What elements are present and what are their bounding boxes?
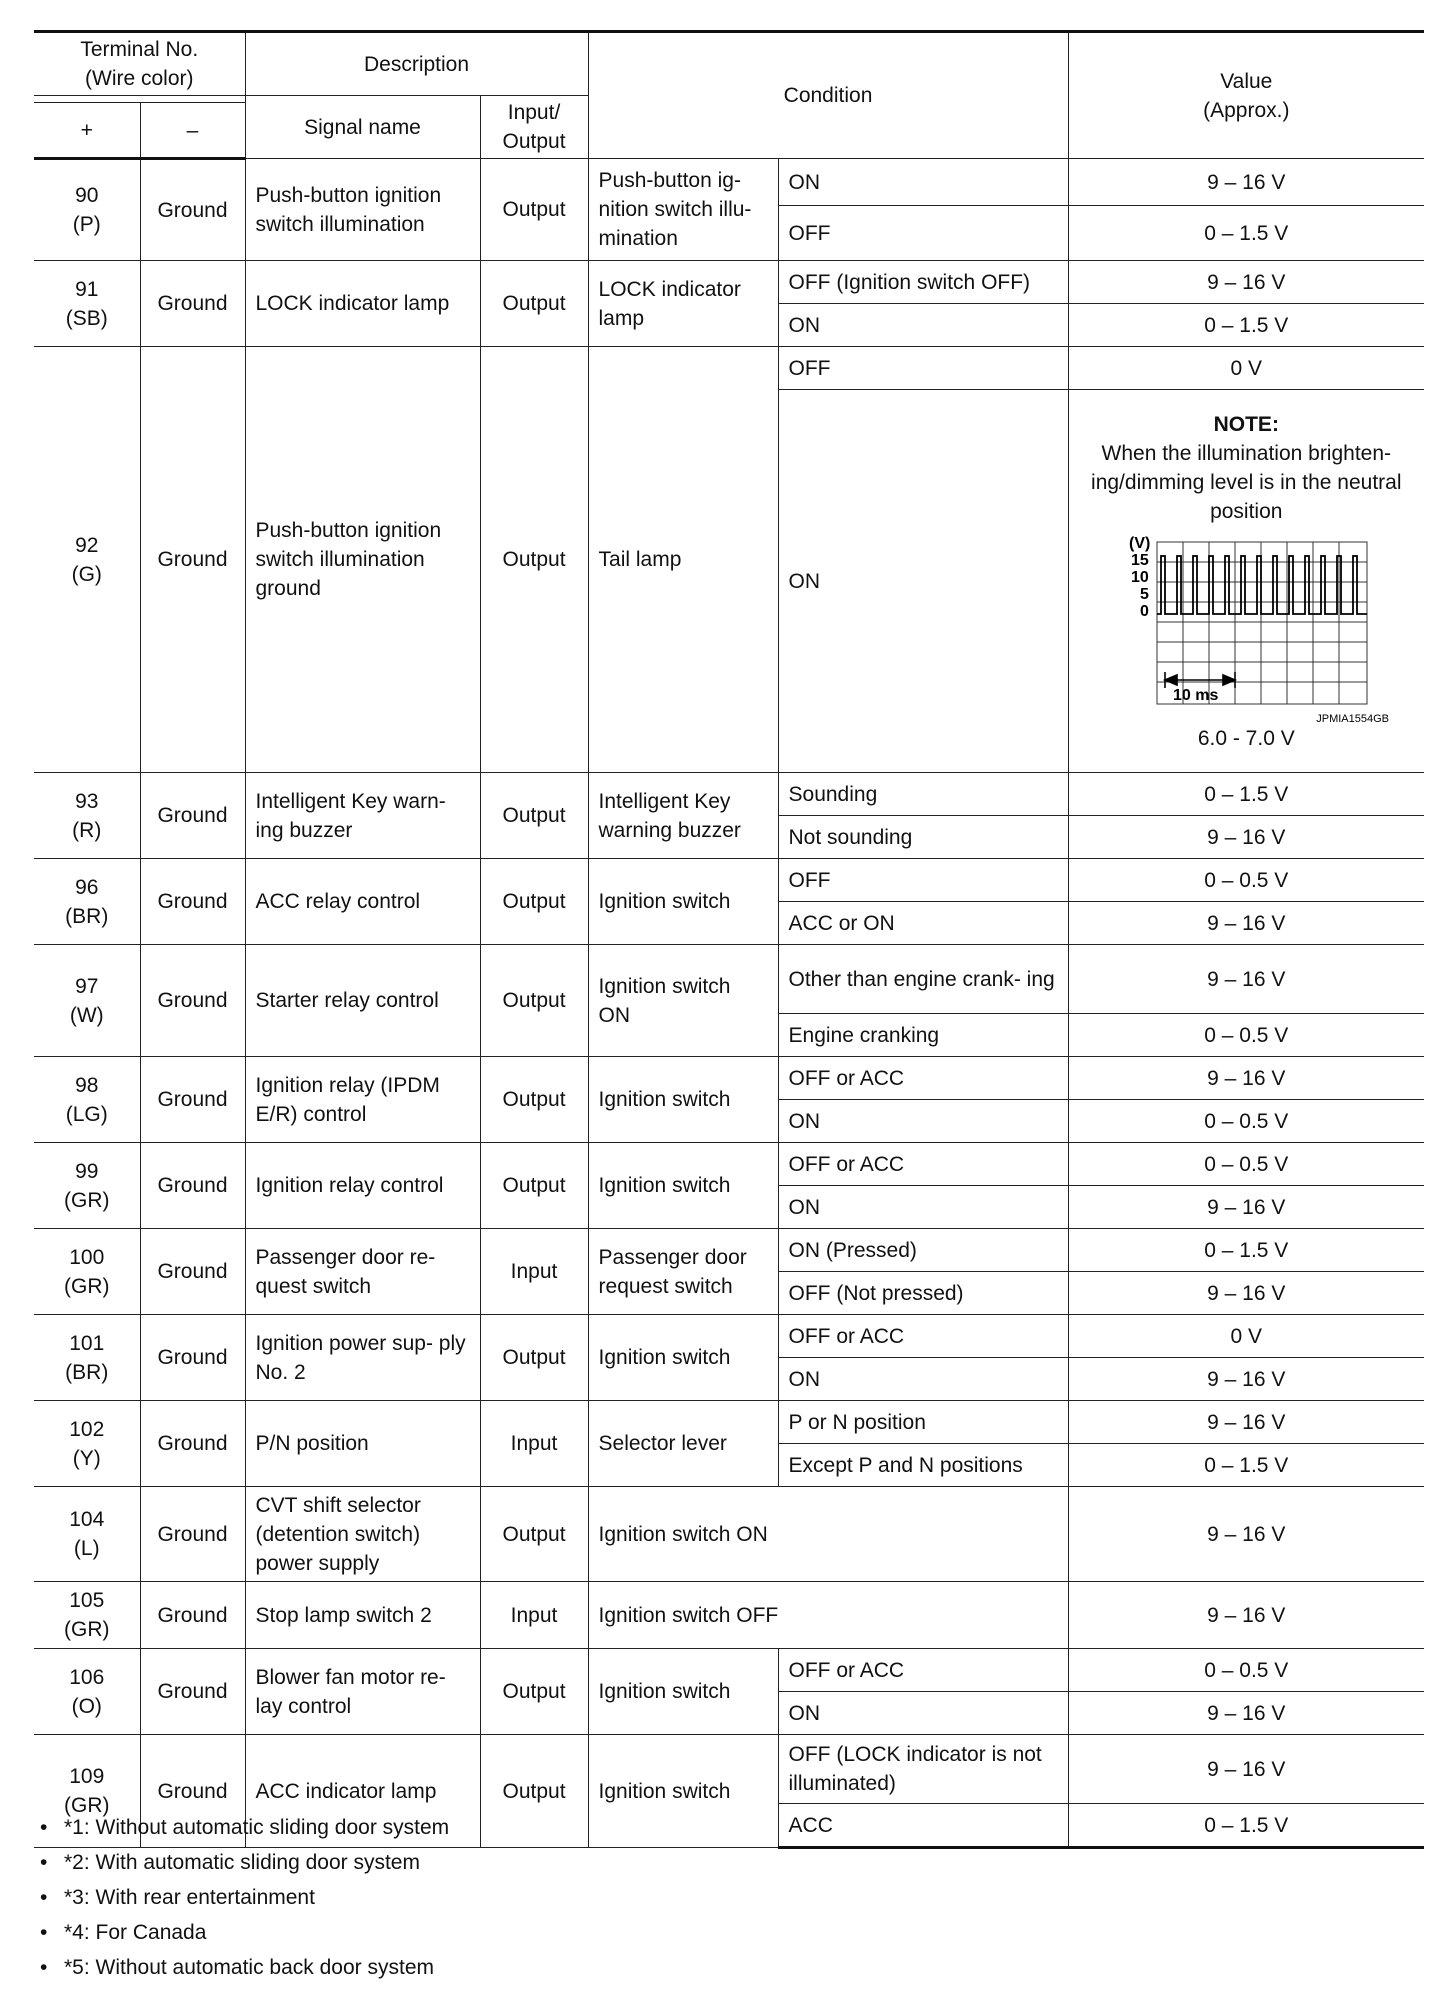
figure-code: JPMIA1554GB xyxy=(1316,712,1390,724)
footnote-item: • *1: Without automatic sliding door system xyxy=(40,1810,449,1845)
state-cell: ON xyxy=(778,159,1068,206)
time-scale-label: 10 ms xyxy=(1173,686,1219,704)
input-output-header: Input/ Output xyxy=(480,96,588,159)
signal-name-cell: Stop lamp switch 2 xyxy=(245,1582,480,1649)
note-title: NOTE: xyxy=(1213,412,1279,436)
note-value-cell xyxy=(1068,390,1424,773)
terminal-cell: 96 (BR) xyxy=(34,859,140,945)
condition-cell: Passenger door request switch xyxy=(588,1229,778,1315)
terminal-cell: 97 (W) xyxy=(34,945,140,1057)
state-cell: ACC or ON xyxy=(778,902,1068,945)
signal-name-cell: P/N position xyxy=(245,1401,480,1487)
terminal-no-label: Terminal No. xyxy=(80,38,199,61)
condition-cell: Ignition switch xyxy=(588,1315,778,1401)
footnote-item: • *4: For Canada xyxy=(40,1915,449,1950)
ground-cell: Ground xyxy=(140,159,245,261)
signal-name-cell: Starter relay control xyxy=(245,945,480,1057)
table-row xyxy=(34,1401,1424,1444)
signal-name-cell: Ignition power sup- ply No. 2 xyxy=(245,1315,480,1401)
value-cell: 9 – 16 V xyxy=(1068,1186,1424,1229)
ground-cell: Ground xyxy=(140,1487,245,1582)
table-row xyxy=(34,261,1424,304)
value-label: Value xyxy=(1220,69,1273,93)
footnote-item: • *3: With rear entertainment xyxy=(40,1880,449,1915)
table-row xyxy=(34,1582,1424,1649)
signal-name-cell: Passenger door re- quest switch xyxy=(245,1229,480,1315)
state-cell: OFF or ACC xyxy=(778,1649,1068,1692)
ground-cell: Ground xyxy=(140,1649,245,1735)
io-cell: Input xyxy=(480,1401,588,1487)
condition-cell: LOCK indicator lamp xyxy=(588,261,778,347)
signal-name-cell: Push-button ignition switch illumination ground xyxy=(245,347,480,773)
state-cell: OFF (LOCK indicator is not illuminated) xyxy=(778,1735,1068,1804)
condition-cell: Ignition switch xyxy=(588,1735,778,1848)
state-cell: OFF xyxy=(778,859,1068,902)
io-cell: Output xyxy=(480,261,588,347)
description-header: Description xyxy=(245,32,588,96)
minus-header: – xyxy=(140,103,245,159)
io-cell: Output xyxy=(480,159,588,261)
state-cell: OFF or ACC xyxy=(778,1143,1068,1186)
condition-header: Condition xyxy=(588,32,1068,159)
io-cell: Input xyxy=(480,1582,588,1649)
value-cell: 0 – 1.5 V xyxy=(1068,1229,1424,1272)
signal-name-cell: LOCK indicator lamp xyxy=(245,261,480,347)
terminal-cell: 92 (G) xyxy=(34,347,140,773)
value-cell: 9 – 16 V xyxy=(1068,816,1424,859)
value-cell: 9 – 16 V xyxy=(1068,159,1424,206)
terminal-cell: 109 (GR) xyxy=(34,1735,140,1848)
io-cell: Input xyxy=(480,1229,588,1315)
state-cell: ON xyxy=(778,304,1068,347)
value-cell: 9 – 16 V xyxy=(1068,1582,1424,1649)
graph-y-tick: 15 xyxy=(1131,551,1150,569)
table-row xyxy=(34,773,1424,816)
condition-cell: Tail lamp xyxy=(588,347,778,773)
signal-name-cell: Ignition relay (IPDM E/R) control xyxy=(245,1057,480,1143)
terminal-cell: 90 (P) xyxy=(34,159,140,261)
value-cell: 0 – 1.5 V xyxy=(1068,206,1424,261)
condition-cell: Ignition switch xyxy=(588,859,778,945)
value-cell: 9 – 16 V xyxy=(1068,1358,1424,1401)
terminal-cell: 99 (GR) xyxy=(34,1143,140,1229)
state-cell: P or N position xyxy=(778,1401,1068,1444)
ground-cell: Ground xyxy=(140,1582,245,1649)
value-cell: 9 – 16 V xyxy=(1068,902,1424,945)
io-cell: Output xyxy=(480,859,588,945)
value-cell: 9 – 16 V xyxy=(1068,1272,1424,1315)
value-cell: 0 – 0.5 V xyxy=(1068,1100,1424,1143)
graph-y-tick: 5 xyxy=(1140,585,1150,603)
state-cell: Not sounding xyxy=(778,816,1068,859)
terminal-cell: 105 (GR) xyxy=(34,1582,140,1649)
io-cell: Output xyxy=(480,1315,588,1401)
signal-name-cell: ACC relay control xyxy=(245,859,480,945)
state-cell: OFF or ACC xyxy=(778,1057,1068,1100)
state-cell: ON (Pressed) xyxy=(778,1229,1068,1272)
table-row xyxy=(34,1057,1424,1100)
value-cell: 0 – 1.5 V xyxy=(1068,304,1424,347)
table-row xyxy=(34,159,1424,206)
footnote-item: • *5: Without automatic back door system xyxy=(40,1950,449,1985)
condition-cell: Ignition switch xyxy=(588,1143,778,1229)
ground-cell: Ground xyxy=(140,347,245,773)
terminal-no-header xyxy=(34,32,245,96)
signal-name-cell: Blower fan motor re- lay control xyxy=(245,1649,480,1735)
table-row xyxy=(34,347,1424,390)
pulse-waveform-graph xyxy=(1101,532,1391,724)
table-row xyxy=(34,859,1424,902)
ground-cell: Ground xyxy=(140,1057,245,1143)
value-cell: 0 – 0.5 V xyxy=(1068,859,1424,902)
state-cell: ACC xyxy=(778,1804,1068,1848)
ground-cell: Ground xyxy=(140,1229,245,1315)
terminal-cell: 100 (GR) xyxy=(34,1229,140,1315)
state-cell: Sounding xyxy=(778,773,1068,816)
state-cell: OFF or ACC xyxy=(778,1315,1068,1358)
condition-cell: Ignition switch xyxy=(588,1057,778,1143)
signal-name-header: Signal name xyxy=(245,96,480,159)
value-cell: 9 – 16 V xyxy=(1068,261,1424,304)
time-span-arrow xyxy=(1165,672,1235,688)
table-row xyxy=(34,1315,1424,1358)
state-cell: Other than engine crank- ing xyxy=(778,945,1068,1014)
ground-cell: Ground xyxy=(140,945,245,1057)
table-row xyxy=(34,1649,1424,1692)
terminal-cell: 104 (L) xyxy=(34,1487,140,1582)
ground-cell: Ground xyxy=(140,1401,245,1487)
ground-cell: Ground xyxy=(140,773,245,859)
signal-name-cell: Intelligent Key warn- ing buzzer xyxy=(245,773,480,859)
table-row xyxy=(34,1487,1424,1582)
condition-cell: Intelligent Key warning buzzer xyxy=(588,773,778,859)
footnote-item: • *2: With automatic sliding door system xyxy=(40,1845,449,1880)
table-row xyxy=(34,1735,1424,1804)
wire-color-label: (Wire color) xyxy=(85,67,194,90)
value-text: 6.0 - 7.0 V xyxy=(1197,726,1295,750)
state-cell: OFF xyxy=(778,206,1068,261)
graph-y-tick: 10 xyxy=(1131,568,1150,586)
state-cell: OFF xyxy=(778,347,1068,390)
value-cell: 9 – 16 V xyxy=(1068,1487,1424,1582)
approx-label: (Approx.) xyxy=(1203,98,1290,122)
state-cell: OFF (Ignition switch OFF) xyxy=(778,261,1068,304)
condition-cell: Ignition switch xyxy=(588,1649,778,1735)
signal-name-cell: Push-button ignition switch illumination xyxy=(245,159,480,261)
io-cell: Output xyxy=(480,945,588,1057)
state-cell: Except P and N positions xyxy=(778,1444,1068,1487)
table-row xyxy=(34,945,1424,1014)
value-header xyxy=(1068,32,1424,159)
terminal-cell: 98 (LG) xyxy=(34,1057,140,1143)
ground-cell: Ground xyxy=(140,1735,245,1848)
plus-header: + xyxy=(34,103,140,159)
value-cell: 0 V xyxy=(1068,1315,1424,1358)
state-cell: ON xyxy=(778,1358,1068,1401)
io-cell: Output xyxy=(480,773,588,859)
value-cell: 0 – 0.5 V xyxy=(1068,1649,1424,1692)
io-cell: Output xyxy=(480,1649,588,1735)
condition-cell: Ignition switch ON xyxy=(588,945,778,1057)
condition-cell: Selector lever xyxy=(588,1401,778,1487)
io-cell: Output xyxy=(480,1735,588,1848)
condition-cell: Ignition switch OFF xyxy=(588,1582,1068,1649)
graph-y-tick: 0 xyxy=(1140,602,1150,620)
ground-cell: Ground xyxy=(140,859,245,945)
io-cell: Output xyxy=(480,1057,588,1143)
value-cell: 9 – 16 V xyxy=(1068,1057,1424,1100)
value-cell: 0 – 1.5 V xyxy=(1068,1804,1424,1848)
value-cell: 9 – 16 V xyxy=(1068,945,1424,1014)
value-cell: 0 – 1.5 V xyxy=(1068,1444,1424,1487)
terminal-spec-table xyxy=(34,30,1424,1849)
value-cell: 0 V xyxy=(1068,347,1424,390)
condition-cell: Push-button ig- nition switch illu- mination xyxy=(588,159,778,261)
signal-name-cell: Ignition relay control xyxy=(245,1143,480,1229)
value-cell: 0 – 0.5 V xyxy=(1068,1143,1424,1186)
value-cell: 0 – 1.5 V xyxy=(1068,773,1424,816)
terminal-cell: 93 (R) xyxy=(34,773,140,859)
signal-name-cell: CVT shift selector (detention switch) power supply xyxy=(245,1487,480,1582)
state-cell: Engine cranking xyxy=(778,1014,1068,1057)
io-cell: Output xyxy=(480,1143,588,1229)
pulse-waveform-line xyxy=(1157,556,1367,614)
io-cell: Output xyxy=(480,1487,588,1582)
value-cell: 0 – 0.5 V xyxy=(1068,1014,1424,1057)
condition-cell: Ignition switch ON xyxy=(588,1487,1068,1582)
ground-cell: Ground xyxy=(140,1143,245,1229)
ground-cell: Ground xyxy=(140,261,245,347)
state-cell: ON xyxy=(778,390,1068,773)
value-cell: 9 – 16 V xyxy=(1068,1401,1424,1444)
state-cell: ON xyxy=(778,1100,1068,1143)
terminal-header-spacer xyxy=(34,96,245,103)
terminal-cell: 91 (SB) xyxy=(34,261,140,347)
state-cell: OFF (Not pressed) xyxy=(778,1272,1068,1315)
io-cell: Output xyxy=(480,347,588,773)
state-cell: ON xyxy=(778,1692,1068,1735)
state-cell: ON xyxy=(778,1186,1068,1229)
table-row xyxy=(34,1229,1424,1272)
signal-name-cell: ACC indicator lamp xyxy=(245,1735,480,1848)
terminal-cell: 106 (O) xyxy=(34,1649,140,1735)
footnotes-list xyxy=(40,1810,449,1985)
ground-cell: Ground xyxy=(140,1315,245,1401)
value-cell: 9 – 16 V xyxy=(1068,1692,1424,1735)
value-cell: 9 – 16 V xyxy=(1068,1735,1424,1804)
note-text: When the illumination brighten- ing/dimming level is in the neutral position xyxy=(1091,441,1402,523)
table-row xyxy=(34,1143,1424,1186)
terminal-cell: 101 (BR) xyxy=(34,1315,140,1401)
graph-y-unit: (V) xyxy=(1129,534,1151,552)
terminal-cell: 102 (Y) xyxy=(34,1401,140,1487)
